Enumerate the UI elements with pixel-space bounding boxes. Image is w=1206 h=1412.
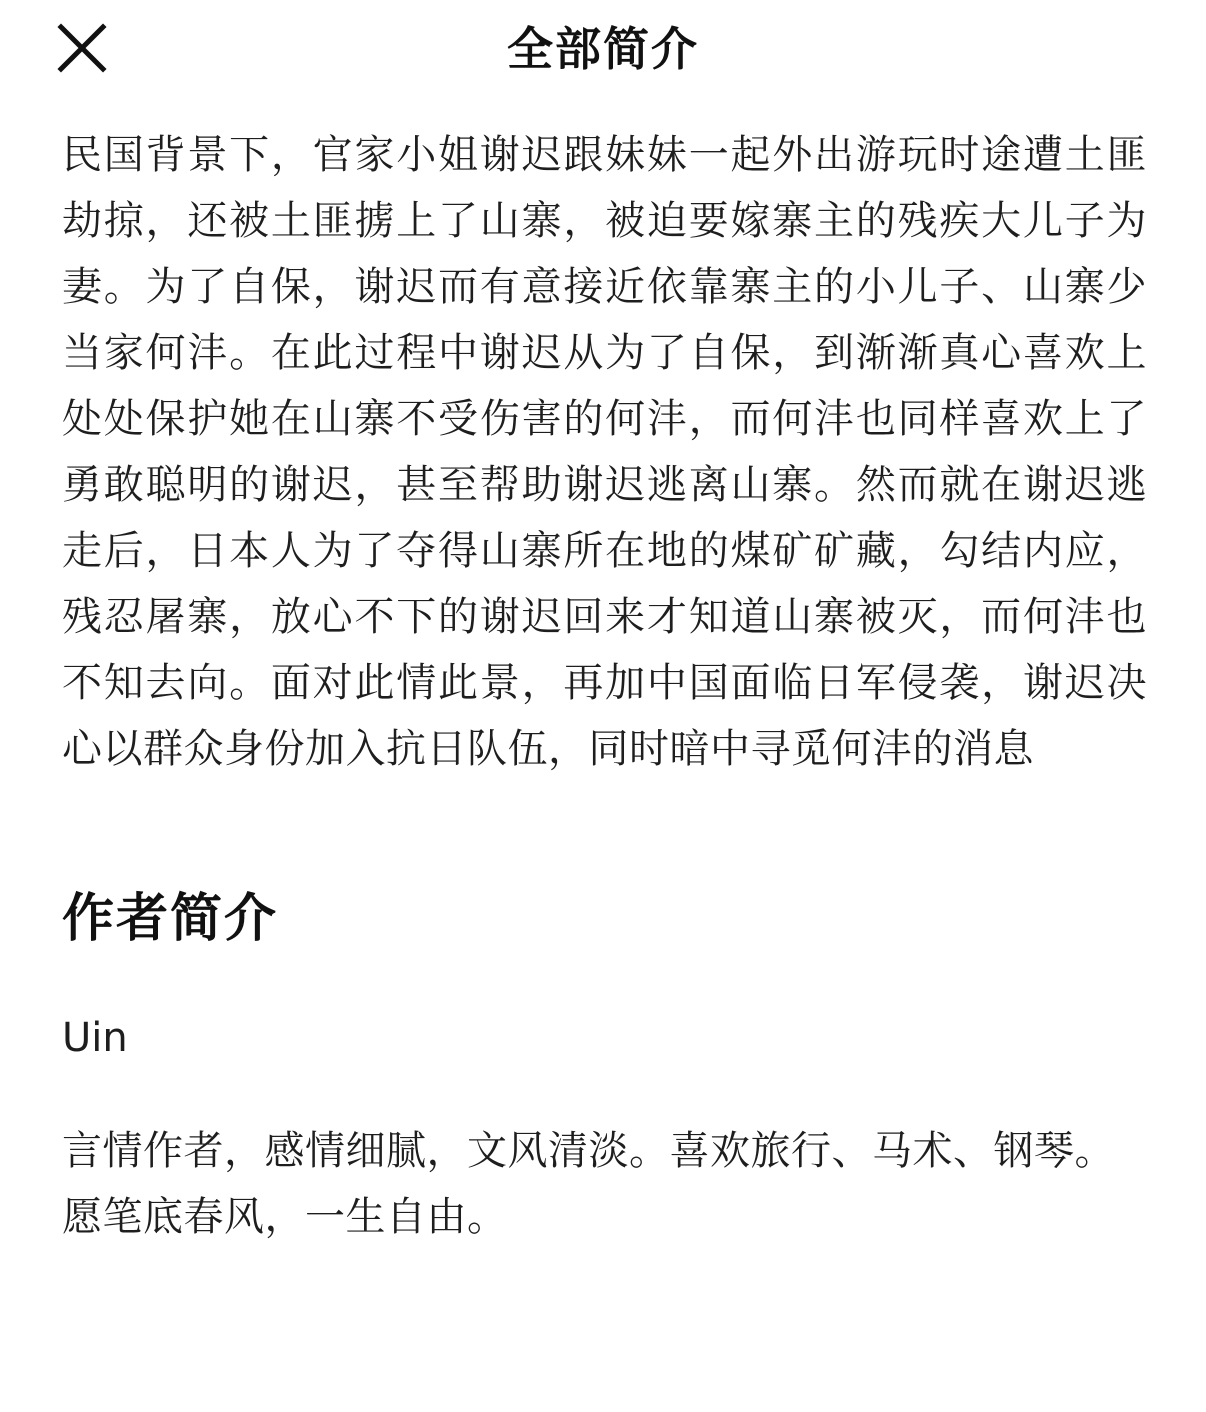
author-bio: 言情作者，感情细腻，文风清淡。喜欢旅行、马术、钢琴。愿笔底春风，一生自由。 xyxy=(62,1128,1115,1240)
author-section-title: 作者简介 xyxy=(62,889,279,949)
author-name: Uin xyxy=(62,1015,128,1061)
text-fade-overlay xyxy=(860,792,950,852)
header-bar xyxy=(0,0,1206,100)
page-title: 全部简介 xyxy=(507,22,699,76)
synopsis-text: 民国背景下，官家小姐谢迟跟妹妹一起外出游玩时途遭土匪劫掠，还被土匪掳上了山寨，被迫要嫁寨主的残疾大儿子为妻。为了自保，谢迟而有意接近依靠寨主的小儿子、山寨少当家何沣。在此过程中谢迟从为了自保，到渐渐真心喜欢上处处保护她在山寨不受伤害的何沣，而何沣也同样喜欢上了勇敢聪明的谢迟，甚至帮助谢迟逃离山寨。然而就在谢迟逃走后，日本人为了夺得山寨所在地的煤矿矿藏，勾结内应，残忍屠寨，放心不下的谢迟回来才知道山寨被灭，而何沣也不知去向。面对此情此景，再加中国面临日军侵袭，谢迟决心以群众身份加入抗日队伍，同时暗中寻觅何沣的消息 xyxy=(62,132,1147,772)
